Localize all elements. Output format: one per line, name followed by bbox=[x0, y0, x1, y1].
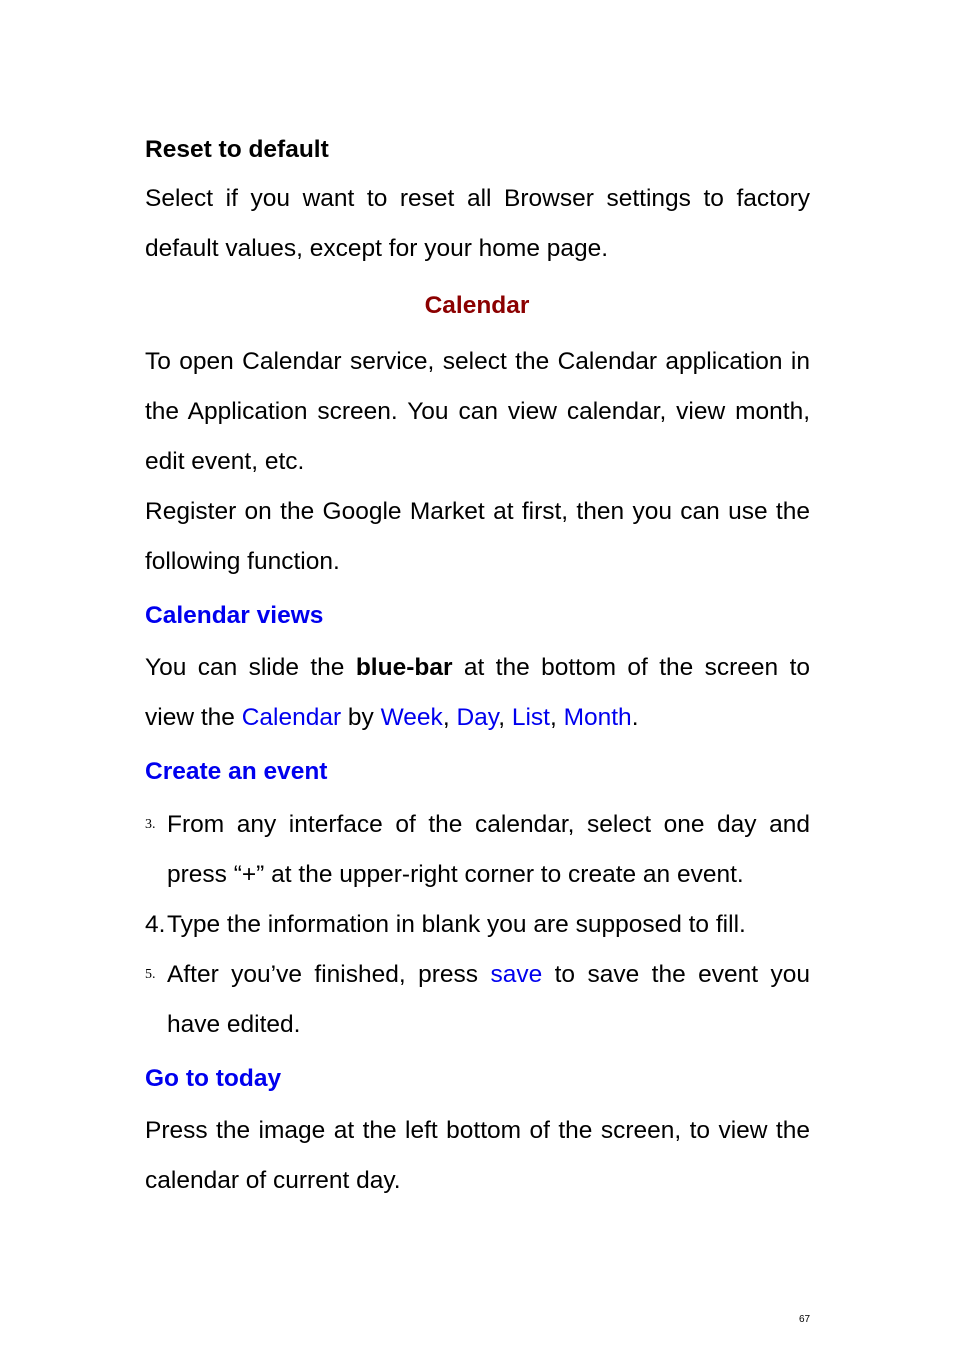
register-paragraph: Register on the Google Market at first, then you can use the following function. bbox=[145, 498, 810, 575]
views-text-mid: at the bottom of the screen to view the bbox=[145, 654, 810, 731]
list-marker: 3. bbox=[145, 817, 156, 832]
go-to-today-heading: Go to today bbox=[145, 1065, 282, 1092]
step5-text-post: to save the event you have edited. bbox=[167, 961, 811, 1038]
go-to-today-paragraph: Press the image at the left bottom of the screen, to view the calendar of current day. bbox=[145, 1117, 810, 1194]
list-item-step-5 bbox=[145, 950, 810, 1050]
reset-paragraph: Select if you want to reset all Browser settings to factory default values, except for your home page. bbox=[145, 185, 810, 262]
calendar-title: Calendar bbox=[424, 292, 530, 319]
calendar-views-paragraph bbox=[145, 643, 810, 743]
step5-text-pre: After you’ve finished, press bbox=[167, 961, 491, 988]
list-item-step-3 bbox=[145, 800, 810, 900]
views-period: . bbox=[631, 704, 639, 731]
views-comma: , bbox=[549, 704, 564, 731]
list-item-text: Type the information in blank you are supposed to fill. bbox=[167, 911, 746, 938]
views-text-pre: You can slide the bbox=[145, 654, 356, 681]
month-link[interactable]: Month bbox=[563, 704, 632, 731]
list-link[interactable]: List bbox=[511, 704, 550, 731]
day-link[interactable]: Day bbox=[456, 704, 499, 731]
list-item-text bbox=[167, 950, 810, 1050]
list-item-step-4 bbox=[145, 900, 810, 950]
blue-bar-term: blue-bar bbox=[355, 654, 453, 681]
views-comma: , bbox=[498, 704, 512, 731]
calendar-intro-paragraph: To open Calendar service, select the Calendar application in the Application screen. You can view calendar, view month, edit event, etc. bbox=[145, 348, 810, 475]
reset-heading: Reset to default bbox=[145, 136, 329, 163]
create-event-heading: Create an event bbox=[145, 758, 328, 785]
views-comma: , bbox=[442, 704, 457, 731]
list-marker: 5. bbox=[145, 967, 156, 982]
calendar-link[interactable]: Calendar bbox=[241, 704, 342, 731]
views-text-by: by bbox=[341, 704, 381, 731]
save-link[interactable]: save bbox=[490, 961, 543, 988]
page-number: 67 bbox=[799, 1314, 811, 1325]
week-link[interactable]: Week bbox=[380, 704, 443, 731]
list-marker: 4. bbox=[145, 911, 166, 938]
calendar-views-heading: Calendar views bbox=[145, 602, 324, 629]
list-item-text: From any interface of the calendar, select one day and press “+” at the upper-right corner to create an event. bbox=[167, 811, 810, 888]
